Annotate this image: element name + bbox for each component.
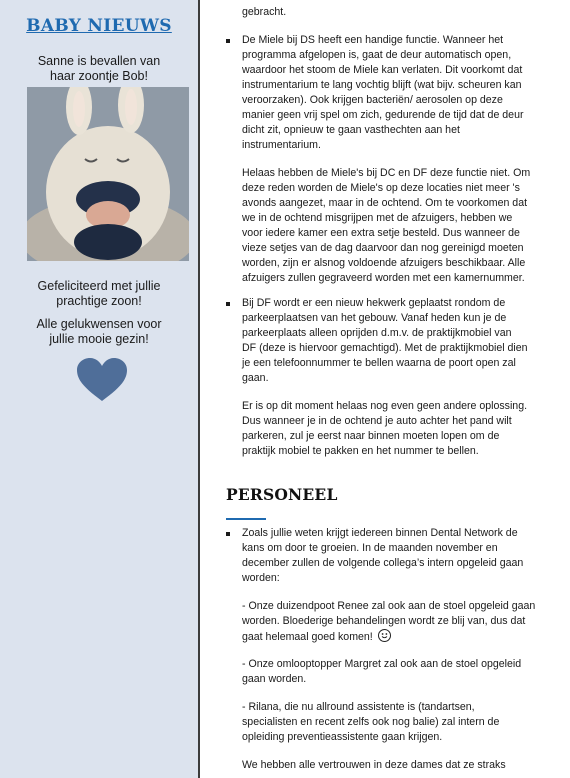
text-line: avonds aangezet, maar in de ochtend. Om te voorkomen dat xyxy=(242,197,528,209)
text-line: veroorzaken). Ook krijgen bacteriën/ aerosolen op deze xyxy=(242,94,503,106)
text-line: we in de ochtend misgrijpen met de afzuigers, hebben we xyxy=(242,212,513,224)
bullet-icon xyxy=(226,39,230,43)
bullet-icon xyxy=(226,302,230,306)
heart-icon xyxy=(76,357,128,403)
text-line: afzuigers zullen gegraveerd worden met een kamernummer. xyxy=(242,272,525,284)
text-line: december zullen de volgende collega’s intern opgeleid gaan xyxy=(242,557,524,569)
text-line: gaan. xyxy=(242,372,269,384)
text-line: parkeerplaatsen van het gebouw. Vanaf heden kun je de xyxy=(242,312,507,324)
text-line: kans om door te groeien. In de maanden november en xyxy=(242,542,498,554)
text-line: parkeren, zul je eerst naar binnen moeten lopen om de xyxy=(242,430,500,442)
text-line: voor iedere kamer een extra setje besteld. Dus wanneer de xyxy=(242,227,520,239)
text-fragment: gaat helemaal goed komen! xyxy=(242,631,373,643)
baby-news-sidebar xyxy=(0,0,200,778)
text-line: praktijk mobiel te pakken en het nummer te bellen. xyxy=(242,445,479,457)
text-line: worden, zijn er alsnog voldoende afzuigers beschikbaar. Alle xyxy=(242,257,526,269)
text-line: programma afgelopen is, gaat de deur automatisch open, xyxy=(242,49,512,61)
text-line: dicht zit, opnieuw te gaan vasthechten aan het xyxy=(242,124,460,136)
smiley-icon xyxy=(378,629,391,642)
text-line: worden: xyxy=(242,572,280,584)
bullet-icon xyxy=(226,532,230,536)
text-line: opleiding preventieassistente gaan krijgen. xyxy=(242,731,443,743)
text-line: worden. Bloederige behandelingen wordt ze blij van, dus dat xyxy=(242,615,526,627)
wishes-line-2: jullie mooie gezin! xyxy=(49,332,149,346)
congrats-line-2: prachtige zoon! xyxy=(56,294,142,308)
text-line: gaan worden. xyxy=(242,673,307,685)
text-line: instrumentarium. xyxy=(242,139,321,151)
text-line: Helaas hebben de Miele's bij DC en DF deze functie niet. Om xyxy=(242,167,531,179)
announcement-line-2: haar zoontje Bob! xyxy=(50,69,148,83)
text-line: waardoor het stoom de Miele kan verlaten. Dit voorkomt dat xyxy=(242,64,523,76)
baby-photo xyxy=(27,87,189,261)
announcement-line-1: Sanne is bevallen van xyxy=(37,54,161,68)
text-line: deze reden worden de Miele's op deze locaties niet meer 's xyxy=(242,182,520,194)
text-line: - Onze duizendpoot Renee zal ook aan de stoel opgeleid gaan xyxy=(242,600,536,612)
text-line: Er is op dit moment helaas nog even geen andere oplossing. xyxy=(242,400,528,412)
text-line: DF (deze is hiervoor gemachtigd). Met de praktijkmobiel dien xyxy=(242,342,528,354)
text-line: je een telefoonnummer te bellen waarna de poort open zal xyxy=(242,357,516,369)
text-line: parkeerplaats alleen oprijden d.m.v. de praktijkmobiel van xyxy=(242,327,512,339)
text-line: Zoals jullie weten krijgt iedereen binnen Dental Network de xyxy=(242,527,518,539)
congrats-line-1: Gefeliciteerd met jullie xyxy=(37,279,161,293)
text-line-with-smiley xyxy=(242,629,391,645)
text-line: We hebben alle vertrouwen in deze dames dat ze straks xyxy=(242,759,506,771)
text-line: - Onze omlooptopper Margret zal ook aan de stoel opgeleid xyxy=(242,658,522,670)
text-line: Dus wanneer je in de ochtend je auto achter het pand wilt xyxy=(242,415,512,427)
sidebar-title: BABY NIEUWS xyxy=(26,16,172,36)
wishes-line-1: Alle gelukwensen voor xyxy=(36,317,162,331)
text-line: - Rilana, die nu allround assistente is (tandartsen, xyxy=(242,701,475,713)
text-line: manier geen vrij spel om zich, gedurende de tijd dat de deur xyxy=(242,109,524,121)
text-line: instrumentarium te lang vochtig blijft (wat bijv. scheuren kan xyxy=(242,79,522,91)
text-line: Bij DF wordt er een nieuw hekwerk geplaatst rondom de xyxy=(242,297,506,309)
section-title-personeel: PERSONEEL xyxy=(226,485,338,504)
section-divider xyxy=(226,518,266,520)
text-line: specialisten en recent zelfs ook nog balie) zal intern de xyxy=(242,716,500,728)
text-line: vieze setjes van de dag daarvoor dan nog gereinigd moeten xyxy=(242,242,524,254)
text-line: De Miele bij DS heeft een handige functie. Wanneer het xyxy=(242,34,504,46)
text-line: gebracht. xyxy=(242,6,287,18)
